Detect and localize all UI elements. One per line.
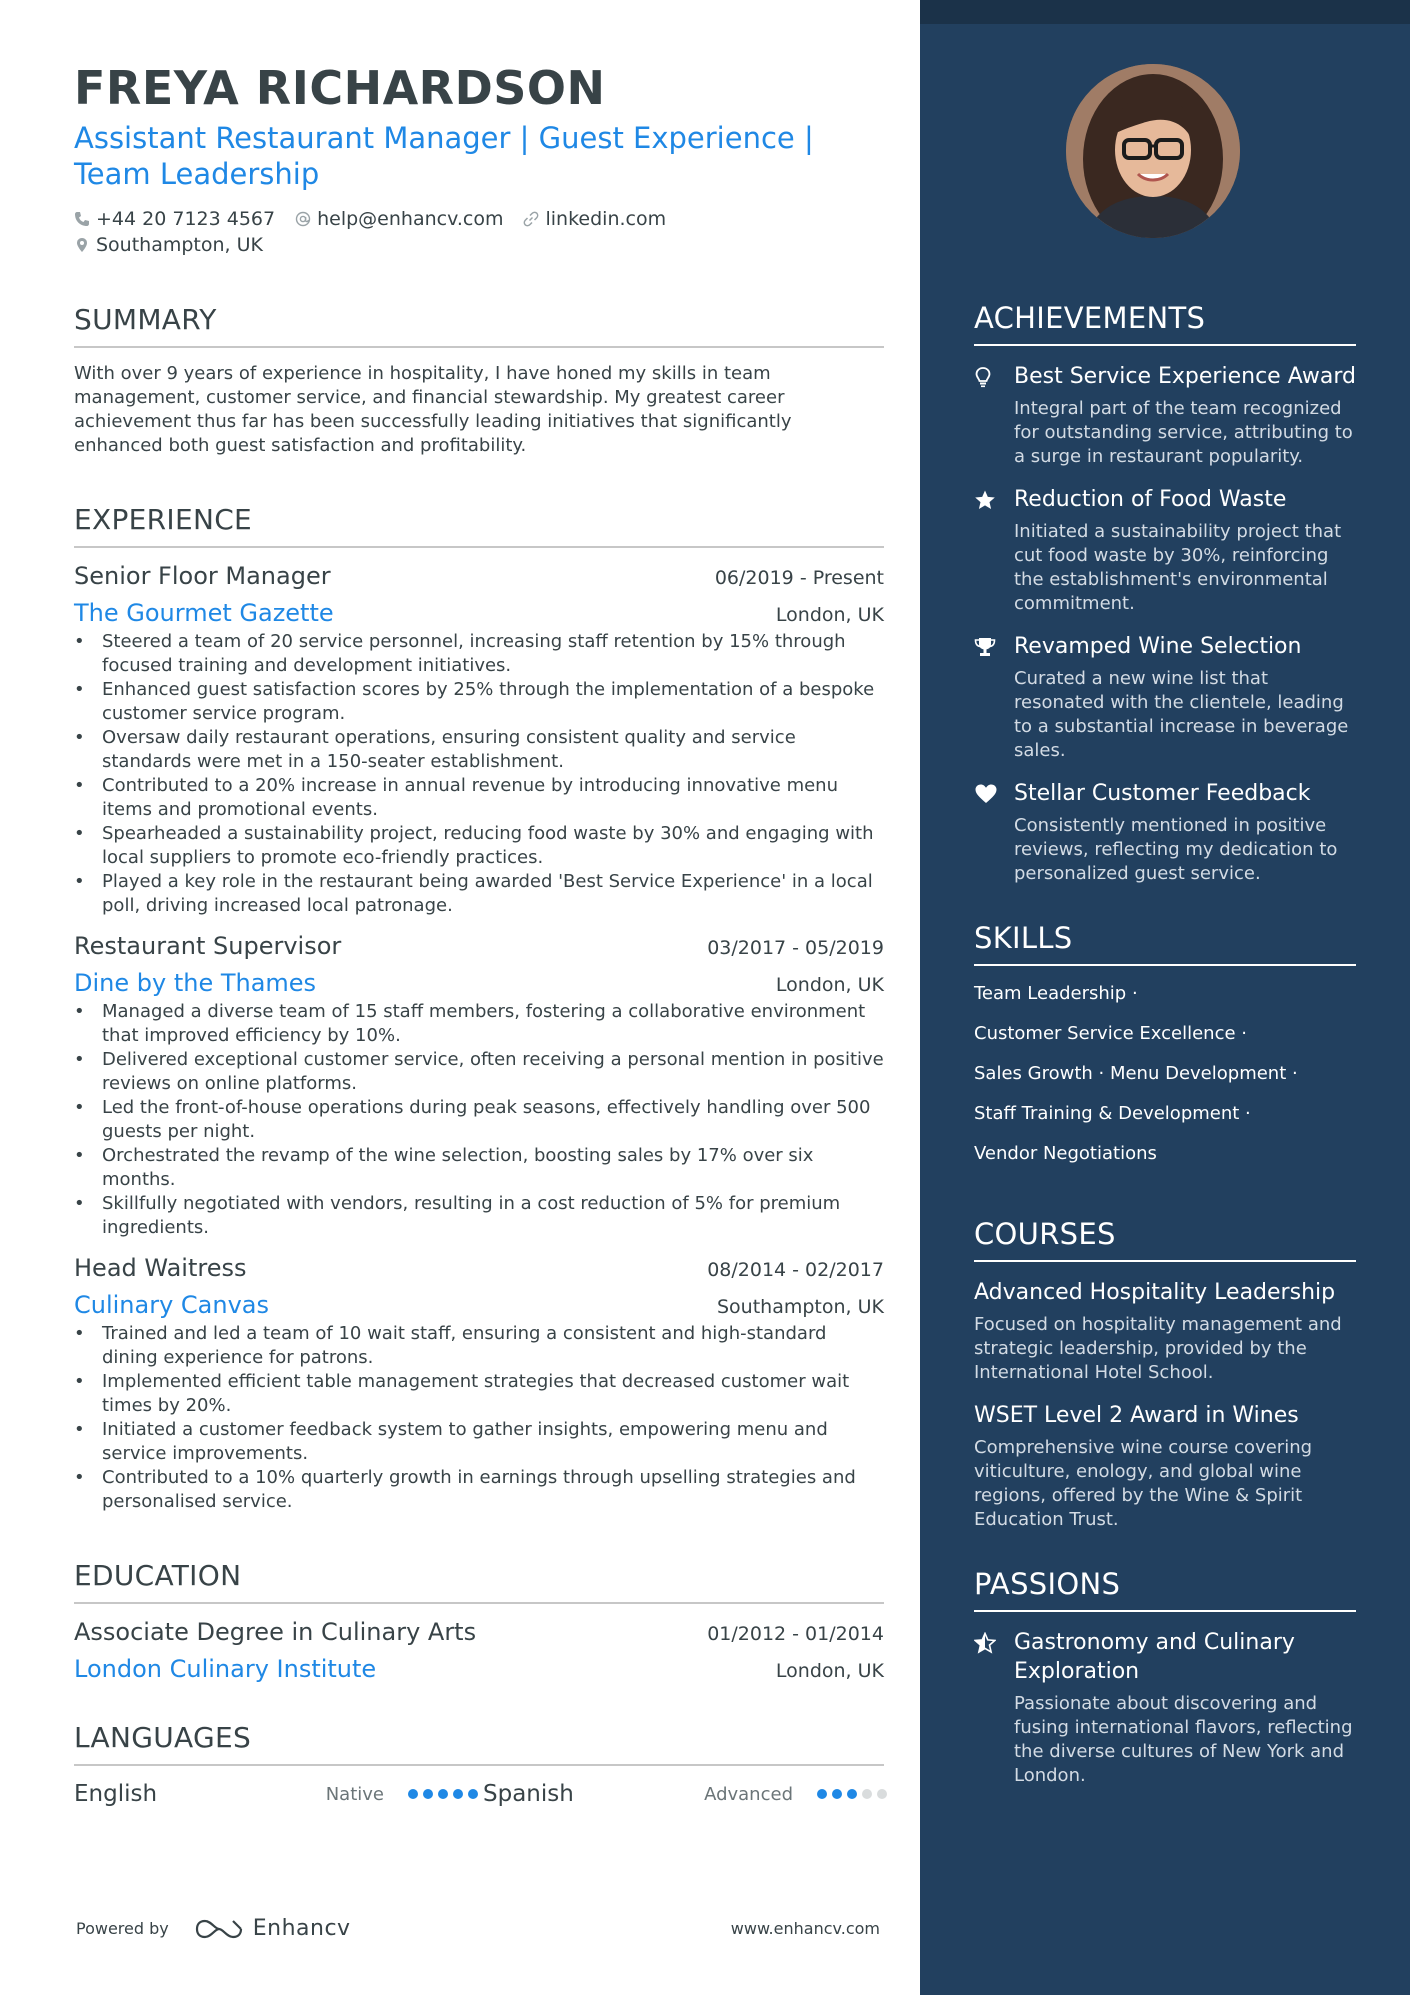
- section-title: SKILLS: [974, 920, 1356, 966]
- course-desc: Comprehensive wine course covering viticulture, enology, and global wine regions, offered by the Wine & Spirit Education Trust.: [974, 1437, 1313, 1530]
- job-entry: [74, 560, 884, 918]
- sidebar: [920, 0, 1410, 1995]
- job-company: Dine by the Thames: [74, 969, 317, 997]
- section-title: EXPERIENCE: [74, 502, 884, 548]
- powered-by-label: Powered by: [76, 1919, 169, 1938]
- heart-icon: [974, 783, 998, 805]
- trophy-icon: [974, 636, 996, 658]
- bullet-item: • Enhanced guest satisfaction scores by 25% through the implementation of a bespoke customer service program.: [74, 678, 884, 726]
- phone-text: +44 20 7123 4567: [96, 208, 276, 230]
- powered-by: [76, 1916, 351, 1941]
- achievement-item: [974, 362, 1356, 469]
- bullet-item: • Initiated a customer feedback system to gather insights, empowering menu and service improvements.: [74, 1418, 884, 1466]
- achievement-item: [974, 632, 1356, 763]
- section-title: SUMMARY: [74, 302, 884, 348]
- achievement-item: [974, 485, 1356, 616]
- location-pin-icon: [74, 237, 90, 253]
- sidebar-content: [974, 300, 1356, 1822]
- achievement-item: [974, 779, 1356, 886]
- star-icon: [974, 489, 996, 511]
- job-location: London, UK: [775, 974, 884, 996]
- main-column: [74, 60, 884, 1810]
- section-title: LANGUAGES: [74, 1720, 884, 1766]
- proficiency-dots: [408, 1789, 483, 1799]
- passion-title: Gastronomy and Culinary Exploration: [1014, 1630, 1295, 1684]
- skill-item: Staff Training & Development ·: [974, 1103, 1251, 1124]
- language-entry: [483, 1781, 892, 1807]
- dot-filled: [453, 1789, 463, 1799]
- skill-item: Sales Growth · Menu Development ·: [974, 1063, 1298, 1084]
- enhancv-logo-icon: [195, 1917, 243, 1941]
- dot-empty: [862, 1789, 872, 1799]
- course-title: Advanced Hospitality Leadership: [974, 1280, 1336, 1305]
- achievement-title: Reduction of Food Waste: [1014, 487, 1287, 512]
- dot-filled: [438, 1789, 448, 1799]
- phone: [74, 206, 275, 232]
- bullet-item: • Contributed to a 20% increase in annual revenue by introducing innovative menu items and promotional events.: [74, 774, 884, 822]
- bullet-item: • Skillfully negotiated with vendors, resulting in a cost reduction of 5% for premium ingredients.: [74, 1192, 884, 1240]
- proficiency-dots: [817, 1789, 892, 1799]
- job-entry: [74, 1252, 884, 1514]
- bullet-item: • Managed a diverse team of 15 staff members, fostering a collaborative environment that improved efficiency by 10%.: [74, 1000, 884, 1048]
- education-entry: [74, 1616, 884, 1684]
- job-date: 03/2017 - 05/2019: [707, 937, 884, 959]
- job-entry: [74, 930, 884, 1240]
- candidate-name: FREYA RICHARDSON: [74, 61, 606, 115]
- dot-filled: [408, 1789, 418, 1799]
- course-desc: Focused on hospitality management and strategic leadership, provided by the International Hotel School.: [974, 1314, 1342, 1383]
- achievement-title: Stellar Customer Feedback: [1014, 781, 1311, 806]
- bullet-item: • Spearheaded a sustainability project, reducing food waste by 30% and engaging with local suppliers to promote eco-friendly practices.: [74, 822, 884, 870]
- degree: Associate Degree in Culinary Arts: [74, 1618, 477, 1646]
- achievements-section: [974, 300, 1356, 886]
- language-name: English: [74, 1781, 158, 1807]
- bullet-item: • Oversaw daily restaurant operations, ensuring consistent quality and service standards were met in a 150-seater establishment.: [74, 726, 884, 774]
- passion-item: [974, 1628, 1356, 1788]
- headline: Assistant Restaurant Manager | Guest Experience | Team Leadership: [74, 121, 814, 191]
- achievement-title: Revamped Wine Selection: [1014, 634, 1302, 659]
- email-text: help@enhancv.com: [317, 208, 504, 230]
- job-company: The Gourmet Gazette: [74, 599, 334, 627]
- education-location: London, UK: [775, 1660, 884, 1682]
- section-title: ACHIEVEMENTS: [974, 300, 1356, 346]
- course-item: [974, 1278, 1356, 1385]
- job-title: Senior Floor Manager: [74, 562, 331, 590]
- skill-item: Customer Service Excellence ·: [974, 1023, 1247, 1044]
- courses-section: [974, 1216, 1356, 1532]
- job-company: Culinary Canvas: [74, 1291, 270, 1319]
- summary-section: [74, 302, 884, 458]
- job-location: London, UK: [775, 604, 884, 626]
- course-item: [974, 1401, 1356, 1532]
- phone-icon: [74, 211, 90, 227]
- brand-name: Enhancv: [252, 1916, 351, 1941]
- contact-info: [74, 206, 884, 258]
- education-section: [74, 1558, 884, 1684]
- dot-empty: [877, 1789, 887, 1799]
- section-title: COURSES: [974, 1216, 1356, 1262]
- dot-filled: [468, 1789, 478, 1799]
- language-level: Native: [325, 1783, 384, 1805]
- skill-item: Team Leadership ·: [974, 983, 1138, 1004]
- location-text: Southampton, UK: [96, 234, 263, 256]
- bullet-item: • Trained and led a team of 10 wait staff, ensuring a consistent and high-standard dining experience for patrons.: [74, 1322, 884, 1370]
- dot-filled: [423, 1789, 433, 1799]
- dot-filled: [847, 1789, 857, 1799]
- job-date: 06/2019 - Present: [714, 567, 884, 589]
- bullet-item: • Played a key role in the restaurant being awarded 'Best Service Experience' in a local poll, driving increased local patronage.: [74, 870, 884, 918]
- location: [74, 232, 263, 258]
- summary-text: With over 9 years of experience in hospitality, I have honed my skills in team management, customer service, and financial stewardship. My greatest career achievement thus far has been successfully leading initiatives that significantly enhanced both guest satisfaction and profitability.: [74, 363, 792, 456]
- bullet-item: • Implemented efficient table management strategies that decreased customer wait times by 20%.: [74, 1370, 884, 1418]
- bullet-item: • Contributed to a 10% quarterly growth in earnings through upselling strategies and personalised service.: [74, 1466, 884, 1514]
- achievement-desc: Consistently mentioned in positive reviews, reflecting my dedication to personalized guest service.: [1014, 815, 1338, 884]
- star-half-icon: [974, 1632, 996, 1654]
- section-title: PASSIONS: [974, 1566, 1356, 1612]
- experience-section: [74, 502, 884, 1514]
- sidebar-top-bar: [920, 0, 1410, 24]
- website[interactable]: www.enhancv.com: [730, 1919, 880, 1938]
- job-date: 08/2014 - 02/2017: [707, 1259, 884, 1281]
- job-bullets: [74, 1322, 884, 1514]
- skills-section: [974, 920, 1356, 1166]
- lightbulb-icon: [974, 366, 992, 388]
- dot-filled: [817, 1789, 827, 1799]
- job-location: Southampton, UK: [717, 1296, 884, 1318]
- section-title: EDUCATION: [74, 1558, 884, 1604]
- course-title: WSET Level 2 Award in Wines: [974, 1403, 1299, 1428]
- job-title: Restaurant Supervisor: [74, 932, 342, 960]
- passion-desc: Passionate about discovering and fusing international flavors, reflecting the diverse cultures of New York and London.: [1014, 1693, 1353, 1786]
- avatar: [1066, 64, 1240, 238]
- linkedin-text: linkedin.com: [545, 208, 667, 230]
- school: London Culinary Institute: [74, 1655, 377, 1683]
- language-name: Spanish: [483, 1781, 574, 1807]
- job-bullets: [74, 630, 884, 918]
- languages-section: [74, 1720, 884, 1810]
- at-icon: [295, 211, 311, 227]
- achievement-title: Best Service Experience Award: [1014, 364, 1356, 389]
- language-level: Advanced: [704, 1783, 793, 1805]
- achievement-desc: Integral part of the team recognized for outstanding service, attributing to a surge in restaurant popularity.: [1014, 398, 1353, 467]
- passions-section: [974, 1566, 1356, 1788]
- achievement-desc: Curated a new wine list that resonated with the clientele, leading to a substantial increase in beverage sales.: [1014, 668, 1349, 761]
- job-title: Head Waitress: [74, 1254, 247, 1282]
- language-entry: [74, 1781, 483, 1807]
- profile-photo: [1066, 64, 1240, 238]
- job-bullets: [74, 1000, 884, 1240]
- email[interactable]: [295, 206, 503, 232]
- footer: [76, 1916, 880, 1941]
- achievement-desc: Initiated a sustainability project that cut food waste by 30%, reinforcing the establishment's environmental commitment.: [1014, 521, 1342, 614]
- skill-item: Vendor Negotiations: [974, 1143, 1157, 1164]
- dot-filled: [832, 1789, 842, 1799]
- bullet-item: • Steered a team of 20 service personnel, increasing staff retention by 15% through focused training and development initiatives.: [74, 630, 884, 678]
- bullet-item: • Delivered exceptional customer service, often receiving a personal mention in positive reviews on online platforms.: [74, 1048, 884, 1096]
- link-icon: [523, 211, 539, 227]
- linkedin[interactable]: [523, 206, 666, 232]
- bullet-item: • Orchestrated the revamp of the wine selection, boosting sales by 17% over six months.: [74, 1144, 884, 1192]
- education-date: 01/2012 - 01/2014: [707, 1623, 884, 1645]
- bullet-item: • Led the front-of-house operations during peak seasons, effectively handling over 500 guests per night.: [74, 1096, 884, 1144]
